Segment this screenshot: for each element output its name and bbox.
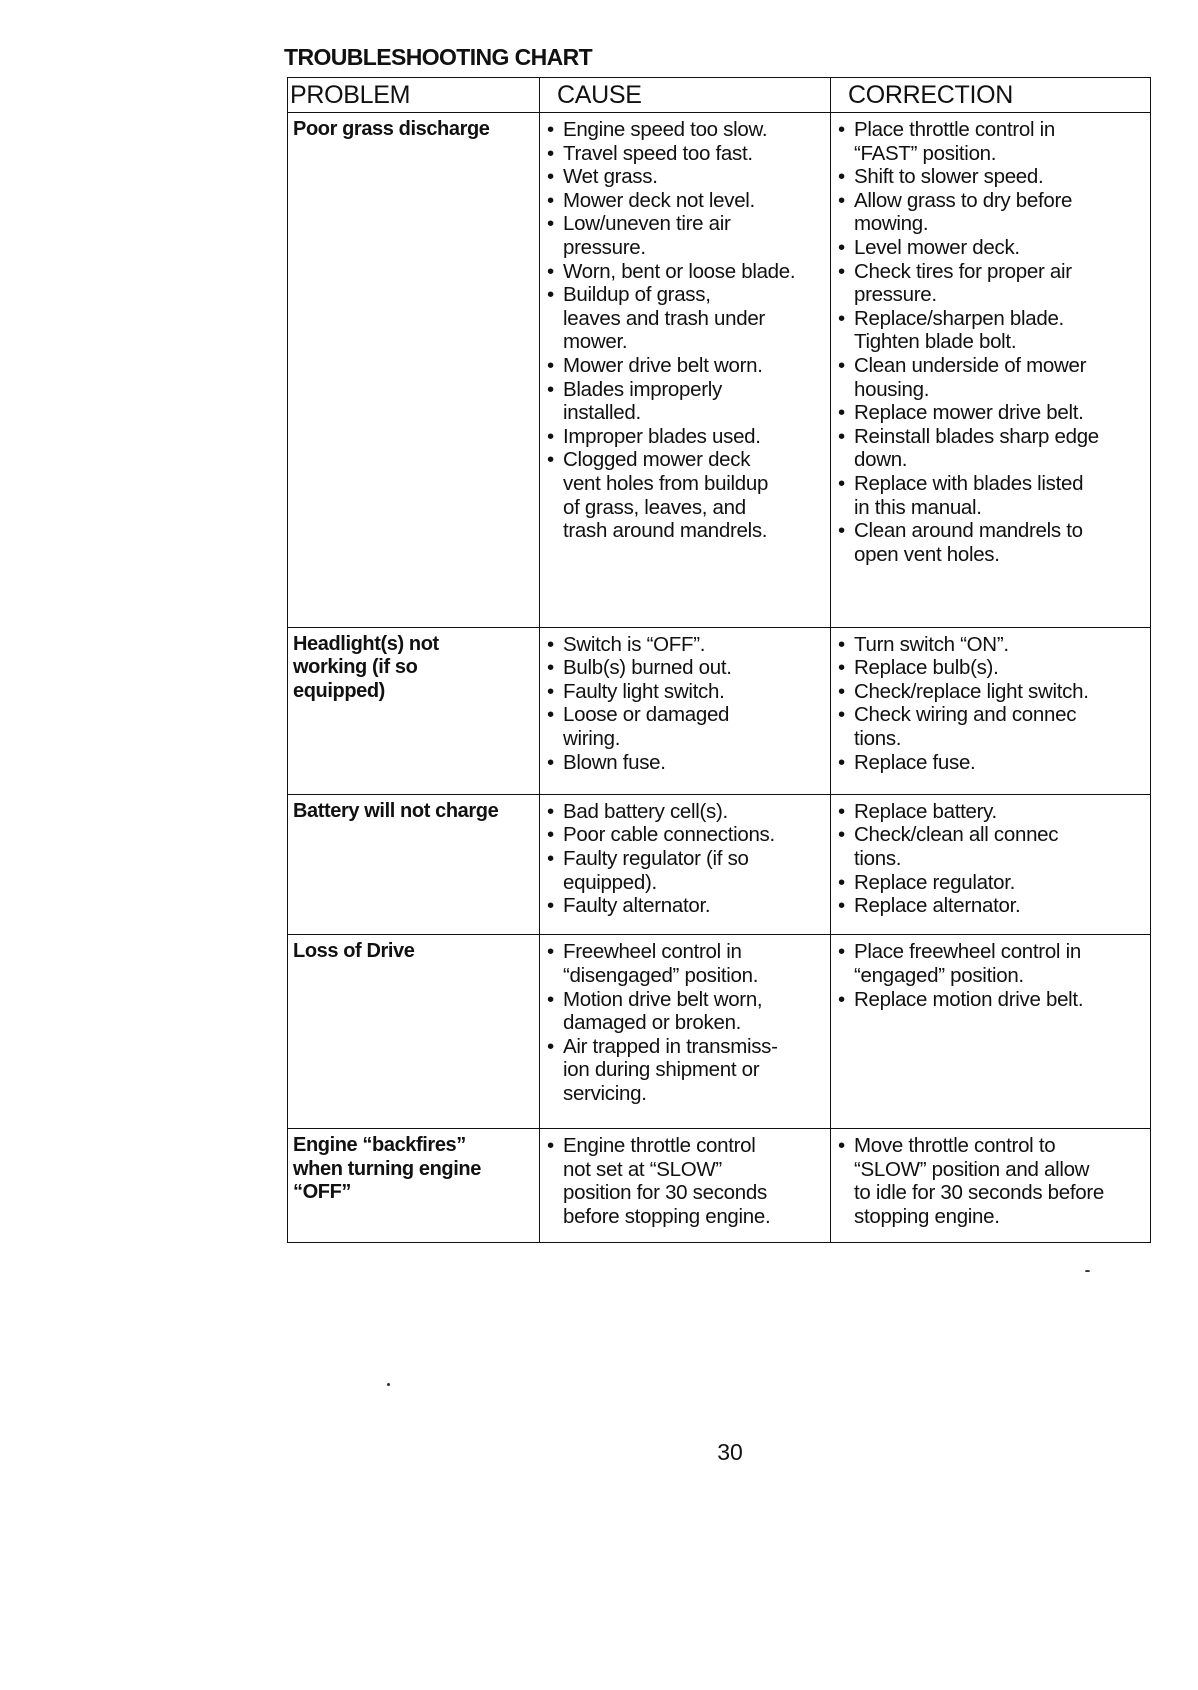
correction-item-text: Move throttle control to “SLOW” position and allow to idle for 30 seconds before stopping engine. — [854, 1134, 1104, 1229]
cause-cell — [540, 1129, 831, 1243]
correction-item — [831, 823, 1150, 870]
correction-item-text: Check/clean all connec tions. — [854, 823, 1059, 871]
problem-cell — [288, 1129, 540, 1243]
cause-item-text: Improper blades used. — [563, 424, 761, 448]
cause-item-text: Low/uneven tire air pressure. — [563, 212, 731, 259]
correction-item-text: Place freewheel control in “engaged” position. — [854, 940, 1081, 987]
cause-item-text: Faulty alternator. — [563, 894, 711, 918]
header-correction: CORRECTION — [831, 78, 1151, 113]
cause-item-text: Bulb(s) burned out. — [563, 656, 732, 680]
cause-item-text: Bad battery cell(s). — [563, 799, 728, 823]
troubleshooting-table — [287, 77, 1151, 1243]
correction-item-text: Place throttle control in “FAST” position. — [854, 118, 1056, 165]
cause-item — [540, 189, 830, 213]
cause-item — [540, 165, 830, 189]
correction-item-text: Replace battery. — [854, 799, 997, 823]
correction-item — [831, 940, 1150, 987]
correction-cell-list — [831, 118, 1150, 566]
correction-item-text: Replace bulb(s). — [854, 656, 999, 680]
cause-item-text: Blades improperly installed. — [563, 377, 722, 425]
cause-item — [540, 212, 830, 259]
correction-item — [831, 988, 1150, 1012]
correction-item — [831, 800, 1150, 824]
cause-item — [540, 633, 830, 657]
problem-text: Battery will not charge — [293, 799, 499, 822]
cause-item-text: Switch is “OFF”. — [563, 632, 706, 656]
cause-item-text: Air trapped in transmiss- ion during shipment or servicing. — [563, 1034, 778, 1105]
correction-item — [831, 1134, 1150, 1228]
correction-cell — [831, 1129, 1151, 1243]
cause-item — [540, 656, 830, 680]
cause-cell — [540, 794, 831, 934]
correction-item-text: Check tires for proper air pressure. — [854, 259, 1072, 307]
cause-item-text: Travel speed too fast. — [563, 141, 753, 165]
cause-item — [540, 378, 830, 425]
cause-item — [540, 448, 830, 542]
correction-item-text: Replace/sharpen blade. Tighten blade bolt. — [854, 306, 1064, 354]
cause-item — [540, 703, 830, 750]
cause-item-text: Wet grass. — [563, 165, 658, 189]
correction-item — [831, 189, 1150, 236]
cause-cell-list — [540, 118, 830, 543]
correction-item — [831, 656, 1150, 680]
cause-item — [540, 1035, 830, 1106]
cause-item-text: Mower drive belt worn. — [563, 353, 763, 377]
cause-item-text: Freewheel control in “disengaged” position. — [563, 940, 759, 987]
table-body — [288, 113, 1151, 1243]
correction-item-text: Level mower deck. — [854, 235, 1020, 259]
cause-item-text: Loose or damaged wiring. — [563, 703, 730, 751]
correction-item — [831, 871, 1150, 895]
cause-item-text: Faulty regulator (if so equipped). — [563, 847, 749, 894]
cause-item-text: Blown fuse. — [563, 750, 666, 774]
correction-item-text: Replace alternator. — [854, 894, 1021, 918]
correction-cell — [831, 794, 1151, 934]
problem-cell — [288, 113, 540, 628]
scan-speck — [1085, 1270, 1090, 1272]
correction-item — [831, 307, 1150, 354]
cause-cell-list — [540, 1134, 830, 1228]
correction-item-text: Replace fuse. — [854, 750, 976, 774]
cause-item — [540, 260, 830, 284]
cause-cell — [540, 935, 831, 1129]
correction-item — [831, 680, 1150, 704]
cause-item — [540, 823, 830, 847]
cause-cell-list — [540, 800, 830, 918]
cause-item-text: Worn, bent or loose blade. — [563, 259, 796, 283]
correction-item — [831, 633, 1150, 657]
correction-item — [831, 751, 1150, 775]
correction-cell — [831, 627, 1151, 794]
cause-item — [540, 988, 830, 1035]
cause-cell-list — [540, 633, 830, 775]
correction-cell — [831, 935, 1151, 1129]
cause-item — [540, 354, 830, 378]
table-row — [288, 113, 1151, 628]
problem-cell — [288, 794, 540, 934]
cause-item — [540, 940, 830, 987]
correction-item-text: Replace regulator. — [854, 870, 1015, 894]
correction-item-text: Replace motion drive belt. — [854, 987, 1084, 1011]
page-title: TROUBLESHOOTING CHART — [284, 44, 593, 70]
cause-item-text: Mower deck not level. — [563, 188, 755, 212]
correction-item — [831, 472, 1150, 519]
correction-cell — [831, 113, 1151, 628]
table-row — [288, 935, 1151, 1129]
correction-item — [831, 118, 1150, 165]
cause-cell — [540, 113, 831, 628]
correction-item-text: Shift to slower speed. — [854, 165, 1044, 189]
problem-text: Loss of Drive — [293, 940, 415, 963]
table-row — [288, 627, 1151, 794]
cause-item — [540, 800, 830, 824]
cause-cell — [540, 627, 831, 794]
correction-item — [831, 236, 1150, 260]
correction-cell-list — [831, 1134, 1150, 1228]
cause-item — [540, 894, 830, 918]
correction-item — [831, 260, 1150, 307]
correction-item-text: Clean around mandrels to open vent holes. — [854, 519, 1083, 566]
cause-item — [540, 1134, 830, 1228]
cause-item — [540, 751, 830, 775]
problem-text: Poor grass discharge — [293, 118, 490, 140]
problem-cell — [288, 627, 540, 794]
cause-item-text: Motion drive belt worn, damaged or broken. — [563, 987, 763, 1035]
table-header-row — [288, 78, 1151, 113]
problem-text: Engine “backfires” when turning engine “OFF” — [293, 1134, 481, 1204]
correction-item — [831, 703, 1150, 750]
correction-item — [831, 401, 1150, 425]
cause-item-text: Clogged mower deck vent holes from buildup of grass, leaves, and trash around mandrels. — [563, 448, 769, 543]
cause-item-text: Poor cable connections. — [563, 823, 775, 847]
correction-item-text: Allow grass to dry before mowing. — [854, 188, 1073, 236]
problem-cell — [288, 935, 540, 1129]
scan-speck — [387, 1383, 390, 1386]
page-number: 30 — [717, 1439, 743, 1465]
cause-item-text: Buildup of grass, leaves and trash under mower. — [563, 283, 765, 354]
correction-item — [831, 894, 1150, 918]
correction-item-text: Clean underside of mower housing. — [854, 353, 1087, 401]
cause-item-text: Faulty light switch. — [563, 679, 725, 703]
correction-cell-list — [831, 800, 1150, 918]
correction-item-text: Check/replace light switch. — [854, 679, 1089, 703]
correction-item-text: Reinstall blades sharp edge down. — [854, 424, 1099, 472]
table-row — [288, 794, 1151, 934]
correction-item — [831, 519, 1150, 566]
header-problem: PROBLEM — [288, 78, 540, 113]
cause-item — [540, 118, 830, 142]
cause-item — [540, 847, 830, 894]
problem-text: Headlight(s) not working (if so equipped) — [293, 632, 439, 702]
correction-item-text: Replace with blades listed in this manual. — [854, 471, 1084, 519]
cause-cell-list — [540, 940, 830, 1105]
correction-cell-list — [831, 633, 1150, 775]
correction-item-text: Replace mower drive belt. — [854, 401, 1084, 425]
cause-item-text: Engine throttle control not set at “SLOW” position for 30 seconds before stopping engine. — [563, 1134, 771, 1229]
correction-item — [831, 165, 1150, 189]
cause-item — [540, 680, 830, 704]
correction-item-text: Check wiring and connec tions. — [854, 703, 1077, 751]
correction-cell-list — [831, 940, 1150, 1011]
cause-item-text: Engine speed too slow. — [563, 118, 768, 141]
cause-item — [540, 425, 830, 449]
correction-item — [831, 354, 1150, 401]
table-row — [288, 1129, 1151, 1243]
correction-item — [831, 425, 1150, 472]
cause-item — [540, 142, 830, 166]
correction-item-text: Turn switch “ON”. — [854, 632, 1009, 656]
cause-item — [540, 283, 830, 354]
header-cause: CAUSE — [540, 78, 831, 113]
